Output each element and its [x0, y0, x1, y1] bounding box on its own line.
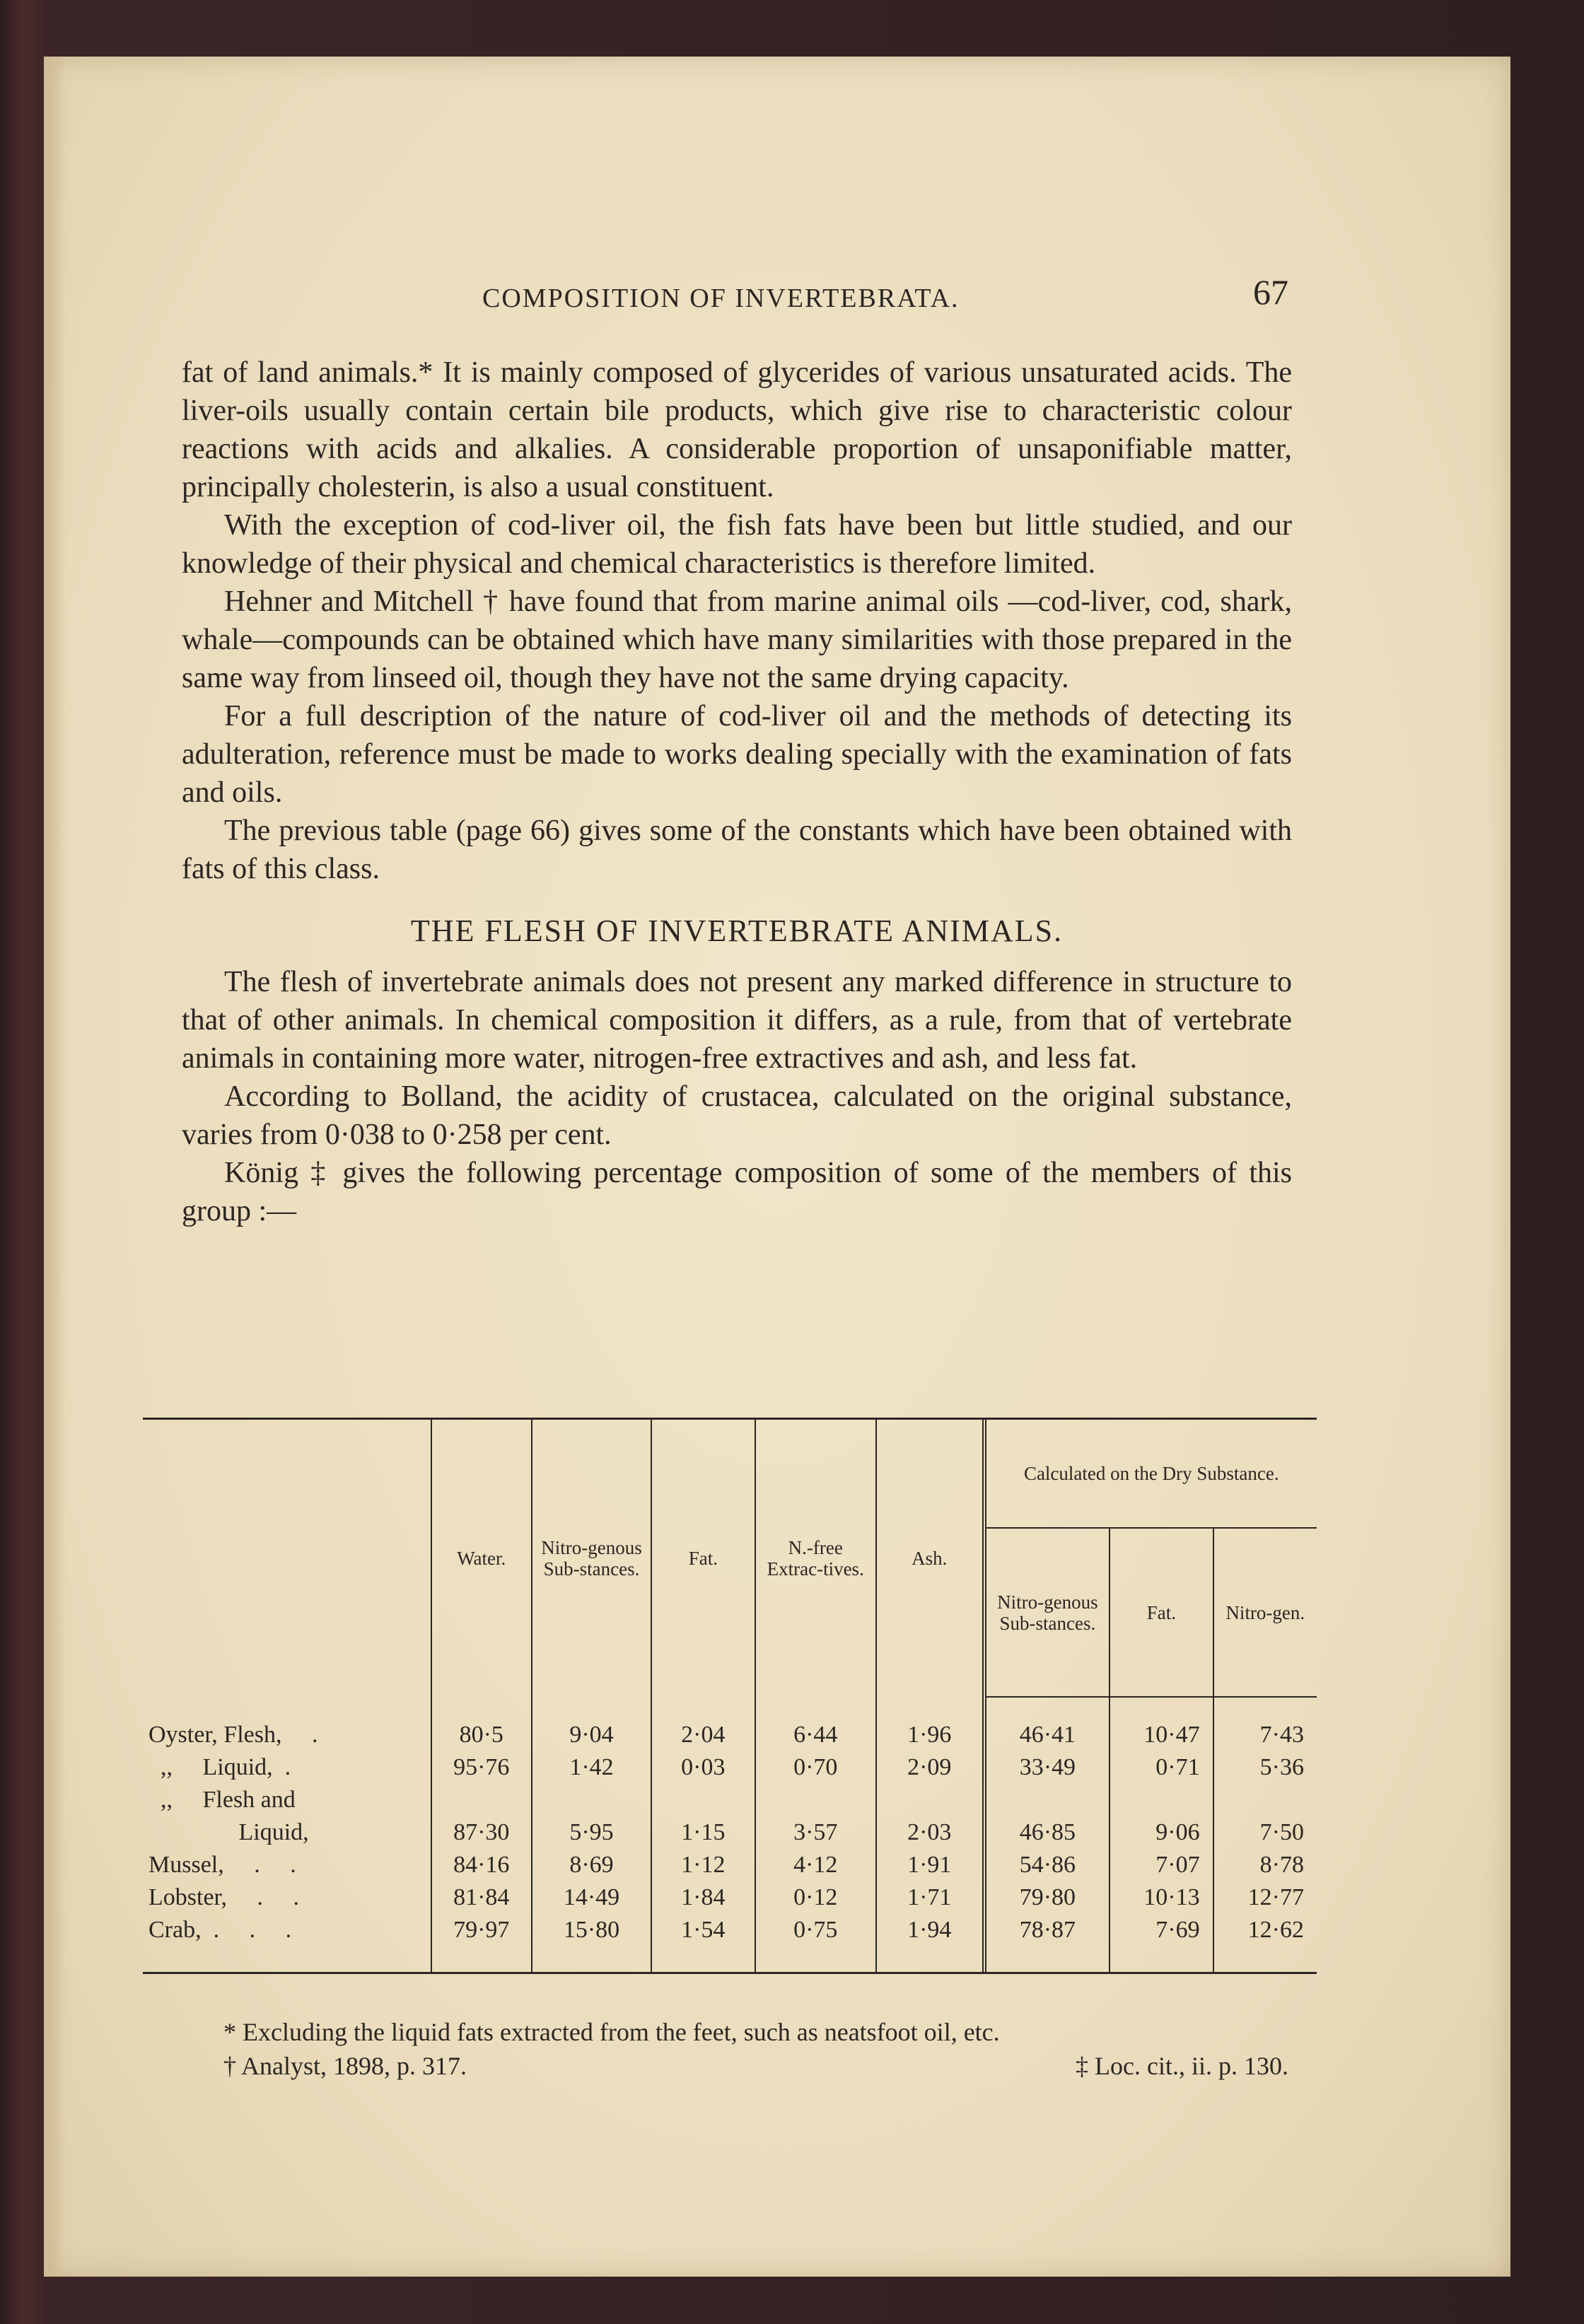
cell-nfree: 0·75 — [755, 1914, 876, 1972]
cell-dry-fat: 7·07 — [1110, 1849, 1213, 1881]
cell-water: 87·30 — [431, 1816, 532, 1849]
cell-ash: 1·91 — [876, 1849, 984, 1881]
paragraph: fat of land animals.* It is mainly composed of glycerides of various unsaturated acids. The liver-oils usually contain certain bile products, which give rise to characteristic colour reactions with acids and alkalies. A considerable proportion of unsaponifiable matter, principally cholesterin, is also a usual constituent. — [182, 356, 1292, 503]
cell-dry-nitrogen: 8·78 — [1213, 1849, 1317, 1881]
cell-nitrogenous: 1·42 — [532, 1751, 651, 1784]
row-label: Mussel, . . — [148, 1852, 296, 1878]
col-header-nitrogenous: Nitro-genous Sub-stances. — [532, 1420, 651, 1697]
paragraph: The flesh of invertebrate animals does not present any marked difference in structure to that of other animals. In chemical composition it differs, as a rule, from that of vertebrate animals in containing more water, nitrogen-free extractives and ash, and less fat. — [182, 966, 1292, 1075]
cell-ash — [876, 1784, 984, 1816]
paragraph: With the exception of cod-liver oil, the fish fats have been but little studied, and our knowledge of their physical and chemical characteristics is therefore limited. — [182, 509, 1292, 580]
paragraph: König ‡ gives the following percentage composition of some of the members of this group :— — [182, 1157, 1292, 1227]
page-number: 67 — [1253, 272, 1288, 312]
cell-ash: 1·96 — [876, 1697, 984, 1751]
cell-fat: 1·15 — [651, 1816, 755, 1849]
cell-nitrogenous: 5·95 — [532, 1816, 651, 1849]
col-header-dry-nitrogenous: Nitro-genous Sub-stances. — [984, 1528, 1110, 1697]
paragraph: For a full description of the nature of cod-liver oil and the methods of detecting its adulteration, reference must be made to works dealing specially with the examination of fats and oils. — [182, 700, 1292, 809]
cell-dry-nitrogen: 12·62 — [1213, 1914, 1317, 1972]
row-label: Crab, . . . — [148, 1917, 292, 1943]
col-header-water: Water. — [431, 1420, 532, 1697]
paragraph: According to Bolland, the acidity of crustacea, calculated on the original substance, varies from 0·038 to 0·258 per cent. — [182, 1080, 1292, 1151]
cell-dry-nitrogenous: 54·86 — [984, 1849, 1110, 1881]
cell-water: 79·97 — [431, 1914, 532, 1972]
table-row — [143, 1881, 1317, 1914]
table-row — [143, 1784, 1317, 1816]
table-row — [143, 1697, 1317, 1751]
row-label: ,, Flesh and — [148, 1787, 296, 1813]
footnotes — [178, 2015, 1288, 2083]
cell-nfree — [755, 1784, 876, 1816]
cell-dry-nitrogenous: 79·80 — [984, 1881, 1110, 1914]
cell-dry-nitrogenous: 46·85 — [984, 1816, 1110, 1849]
col-header-nfree: N.-free Extrac-tives. — [755, 1420, 876, 1697]
footnote-dagger: † Analyst, 1898, p. 317. — [223, 2052, 467, 2080]
footnote-star: * Excluding the liquid fats extracted from the feet, such as neatsfoot oil, etc. — [223, 2018, 1000, 2046]
cell-dry-nitrogen: 12·77 — [1213, 1881, 1317, 1914]
cell-dry-nitrogenous: 78·87 — [984, 1914, 1110, 1972]
cell-nitrogenous: 9·04 — [532, 1697, 651, 1751]
cell-water — [431, 1784, 532, 1816]
body-text — [182, 354, 1292, 1230]
cell-dry-nitrogen: 7·50 — [1213, 1816, 1317, 1849]
row-label: ,, Liquid, . — [148, 1754, 291, 1780]
cell-fat: 1·12 — [651, 1849, 755, 1881]
cell-water: 84·16 — [431, 1849, 532, 1881]
cell-nfree: 4·12 — [755, 1849, 876, 1881]
cell-ash: 2·03 — [876, 1816, 984, 1849]
row-label-header — [143, 1420, 431, 1697]
running-title: COMPOSITION OF INVERTEBRATA. — [482, 284, 960, 313]
cell-fat — [651, 1784, 755, 1816]
cell-ash: 1·94 — [876, 1914, 984, 1972]
cell-nfree: 6·44 — [755, 1697, 876, 1751]
cell-dry-fat: 7·69 — [1110, 1914, 1213, 1972]
col-header-dry-fat: Fat. — [1110, 1528, 1213, 1697]
cell-dry-nitrogen — [1213, 1784, 1317, 1816]
cell-dry-fat — [1110, 1784, 1213, 1816]
composition-table — [143, 1418, 1317, 1974]
cell-fat: 0·03 — [651, 1751, 755, 1784]
cell-fat: 1·84 — [651, 1881, 755, 1914]
cell-nitrogenous: 15·80 — [532, 1914, 651, 1972]
paragraph: Hehner and Mitchell † have found that from marine animal oils —cod-liver, cod, shark, whale—compounds can be obtained which have many similarities with those prepared in the same way from linseed oil, though they have not the same drying capacity. — [182, 585, 1292, 694]
cell-dry-nitrogen: 5·36 — [1213, 1751, 1317, 1784]
cell-nitrogenous: 8·69 — [532, 1849, 651, 1881]
cell-nfree: 0·12 — [755, 1881, 876, 1914]
cell-ash: 2·09 — [876, 1751, 984, 1784]
footnote-line — [178, 2049, 1288, 2083]
cell-dry-fat: 0·71 — [1110, 1751, 1213, 1784]
col-header-dry-substance-group: Calculated on the Dry Substance. — [984, 1420, 1317, 1528]
cell-dry-nitrogenous: 33·49 — [984, 1751, 1110, 1784]
cell-ash: 1·71 — [876, 1881, 984, 1914]
col-header-dry-nitrogen: Nitro-gen. — [1213, 1528, 1317, 1697]
cell-water: 80·5 — [431, 1697, 532, 1751]
table-row — [143, 1816, 1317, 1849]
paragraph: The previous table (page 66) gives some of the constants which have been obtained with fats of this class. — [182, 814, 1292, 885]
row-label: Oyster, Flesh, . — [148, 1721, 318, 1748]
cell-dry-nitrogenous — [984, 1784, 1110, 1816]
cell-dry-nitrogenous: 46·41 — [984, 1697, 1110, 1751]
cell-fat: 2·04 — [651, 1697, 755, 1751]
table-row — [143, 1914, 1317, 1972]
cell-dry-fat: 10·47 — [1110, 1697, 1213, 1751]
footnote-double-dagger: ‡ Loc. cit., ii. p. 130. — [1076, 2052, 1288, 2080]
cell-dry-nitrogen: 7·43 — [1213, 1697, 1317, 1751]
book-page — [44, 57, 1510, 2277]
page-gutter-shadow — [44, 57, 65, 2277]
cell-nfree: 0·70 — [755, 1751, 876, 1784]
cell-dry-fat: 9·06 — [1110, 1816, 1213, 1849]
cell-dry-fat: 10·13 — [1110, 1881, 1213, 1914]
table-row — [143, 1849, 1317, 1881]
cell-fat: 1·54 — [651, 1914, 755, 1972]
col-header-ash: Ash. — [876, 1420, 984, 1697]
row-label: Liquid, — [148, 1819, 309, 1845]
table-row — [143, 1751, 1317, 1784]
cell-water: 81·84 — [431, 1881, 532, 1914]
page-header — [221, 269, 1288, 325]
col-header-fat: Fat. — [651, 1420, 755, 1697]
section-heading: THE FLESH OF INVERTEBRATE ANIMALS. — [410, 913, 1064, 948]
row-label: Lobster, . . — [148, 1884, 299, 1910]
cell-nitrogenous — [532, 1784, 651, 1816]
cell-nfree: 3·57 — [755, 1816, 876, 1849]
cell-water: 95·76 — [431, 1751, 532, 1784]
cell-nitrogenous: 14·49 — [532, 1881, 651, 1914]
